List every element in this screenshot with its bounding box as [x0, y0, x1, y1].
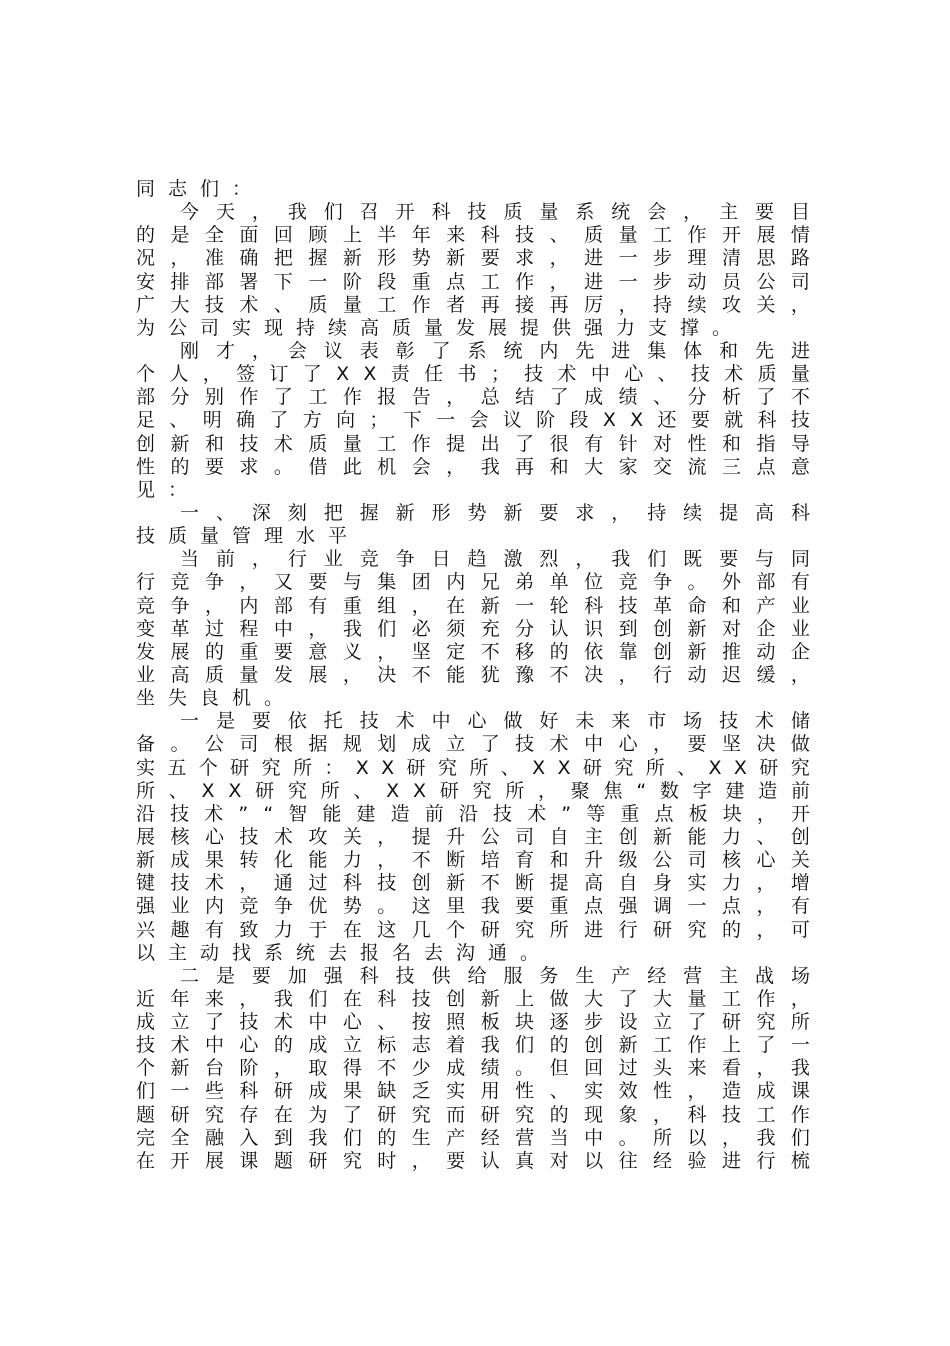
- document-line: 竞 争 ， 内 部 有 重 组 ， 在 新 一 轮 科 技 革 命 和 产 业: [136, 594, 810, 617]
- document-line: 当 前 ， 行 业 竞 争 日 趋 激 烈 ， 我 们 既 要 与 同: [180, 548, 810, 571]
- document-line: 近 年 来 ， 我 们 在 科 技 创 新 上 做 大 了 大 量 工 作 ，: [136, 987, 810, 1010]
- document-line: 键 技 术 ， 通 过 科 技 创 新 不 断 提 高 自 身 实 力 ， 增: [136, 872, 810, 895]
- document-line: 变 革 过 程 中 ， 我 们 必 须 充 分 认 识 到 创 新 对 企 业: [136, 617, 810, 640]
- document-line: 性 的 要 求 。 借 此 机 会 ， 我 再 和 大 家 交 流 三 点 意: [136, 455, 810, 478]
- document-line: 发 展 的 重 要 意 义 ， 坚 定 不 移 的 依 靠 创 新 推 动 企: [136, 640, 810, 663]
- document-line: 足 、 明 确 了 方 向 ； 下 一 会 议 阶 段 X X 还 要 就 科 技: [136, 409, 810, 432]
- document-line: 的 是 全 面 回 顾 上 半 年 来 科 技 、 质 量 工 作 开 展 情: [136, 224, 810, 247]
- document-line: 安 排 部 署 下 一 阶 段 重 点 工 作 ， 进 一 步 动 员 公 司: [136, 270, 810, 293]
- document-line: 展 核 心 技 术 攻 关 ， 提 升 公 司 自 主 创 新 能 力 、 创: [136, 825, 810, 848]
- document-line: 技 术 中 心 的 成 立 标 志 着 我 们 的 创 新 工 作 上 了 一: [136, 1034, 810, 1057]
- document-line: 在 开 展 课 题 研 究 时 ， 要 认 真 对 以 往 经 验 进 行 梳: [136, 1149, 810, 1172]
- document-line: 强 业 内 竞 争 优 势 。 这 里 我 要 重 点 强 调 一 点 ， 有: [136, 895, 810, 918]
- document-line: 二 是 要 加 强 科 技 供 给 服 务 生 产 经 营 主 战 场: [180, 964, 810, 987]
- document-line: 一 是 要 依 托 技 术 中 心 做 好 未 来 市 场 技 术 储: [180, 710, 810, 733]
- document-line: 完 全 融 入 到 我 们 的 生 产 经 营 当 中 。 所 以 ， 我 们: [136, 1126, 810, 1149]
- document-line: 备 。 公 司 根 据 规 划 成 立 了 技 术 中 心 ， 要 坚 决 做: [136, 733, 810, 756]
- document-line: 成 立 了 技 术 中 心 、 按 照 板 块 逐 步 设 立 了 研 究 所: [136, 1011, 810, 1034]
- document-line: 部 分 别 作 了 工 作 报 告 ， 总 结 了 成 绩 、 分 析 了 不: [136, 386, 810, 409]
- document-line: 个 人 ， 签 订 了 X X 责 任 书 ； 技 术 中 心 、 技 术 质 量: [136, 363, 810, 386]
- document-line: 今 天 ， 我 们 召 开 科 技 质 量 系 统 会 ， 主 要 目: [180, 201, 810, 224]
- document-line: 沿 技 术 ” “ 智 能 建 造 前 沿 技 术 ” 等 重 点 板 块 ， 开: [136, 802, 810, 825]
- document-line: 题 研 究 存 在 为 了 研 究 而 研 究 的 现 象 ， 科 技 工 作: [136, 1103, 810, 1126]
- document-line: 同志们：: [136, 178, 265, 200]
- document-line: 一 、 深 刻 把 握 新 形 势 新 要 求 ， 持 续 提 高 科: [180, 501, 810, 524]
- document-body: [136, 178, 810, 1173]
- document-line: 况 ， 准 确 把 握 新 形 势 新 要 求 ， 进 一 步 理 清 思 路: [136, 247, 810, 270]
- document-line: 个 新 台 阶 ， 取 得 不 少 成 绩 。 但 回 过 头 来 看 ， 我: [136, 1057, 810, 1080]
- document-line: 广 大 技 术 、 质 量 工 作 者 再 接 再 厉 ， 持 续 攻 关 ，: [136, 293, 810, 316]
- document-line: 兴 趣 有 致 力 于 在 这 几 个 研 究 所 进 行 研 究 的 ， 可: [136, 918, 810, 941]
- document-line: 以主动找系统去报名去沟通。: [136, 941, 553, 964]
- document-line: 刚 才 ， 会 议 表 彰 了 系 统 内 先 进 集 体 和 先 进: [180, 339, 810, 362]
- document-line: 们 一 些 科 研 成 果 缺 乏 实 用 性 、 实 效 性 ， 造 成 课: [136, 1080, 810, 1103]
- document-line: 行 竞 争 ， 又 要 与 集 团 内 兄 弟 单 位 竞 争 。 外 部 有: [136, 571, 810, 594]
- document-line: 实 五 个 研 究 所 ： X X 研 究 所 、 X X 研 究 所 、 X X 研 究: [136, 756, 810, 779]
- document-line: 创 新 和 技 术 质 量 工 作 提 出 了 很 有 针 对 性 和 指 导: [136, 432, 810, 455]
- document-line: 业 高 质 量 发 展 ， 决 不 能 犹 豫 不 决 ， 行 动 迟 缓 ，: [136, 663, 810, 686]
- document-line: 为公司实现持续高质量发展提供强力支撑。: [136, 316, 745, 339]
- document-line: 见：: [136, 478, 201, 501]
- document-line: 坐失良机。: [136, 687, 297, 710]
- document-line: 技质量管理水平: [136, 525, 361, 548]
- document-line: 新 成 果 转 化 能 力 ， 不 断 培 育 和 升 级 公 司 核 心 关: [136, 849, 810, 872]
- document-line: 所 、 X X 研 究 所 、 X X 研 究 所 ， 聚 焦 “ 数 字 建 造 前: [136, 779, 810, 802]
